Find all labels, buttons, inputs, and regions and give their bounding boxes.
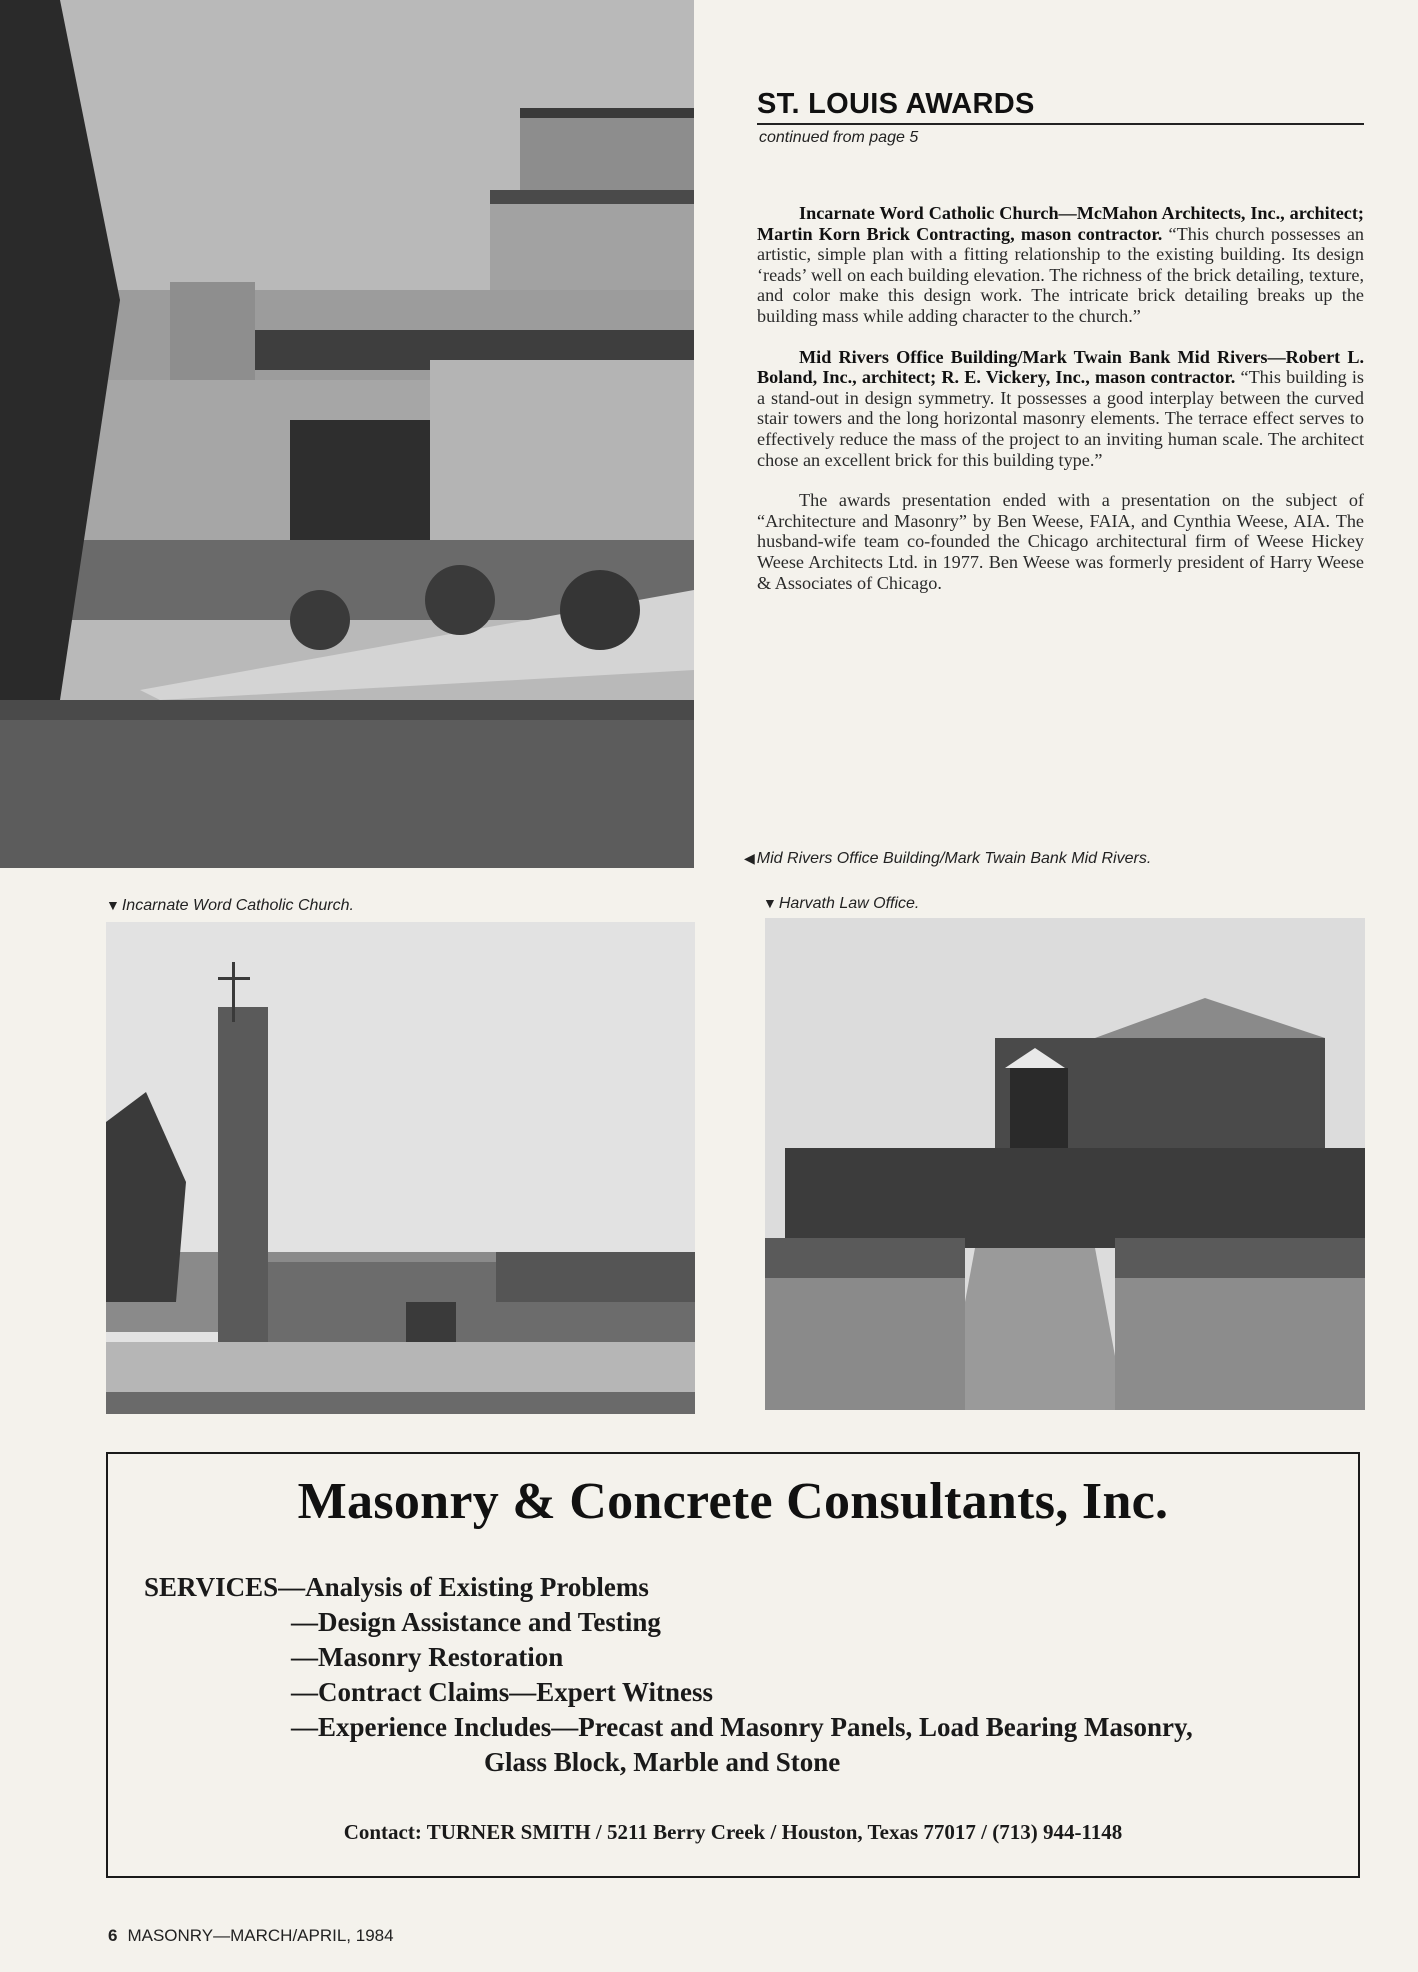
article-paragraph-1 [757, 203, 1364, 327]
award-quote-2: “This building is a stand-out in design symmetry. It possesses a good interplay between the curved stair towers and the long horizontal masonry elements. The terrace effect serves to effectively reduce the mass of the project to an inviting human scale. The architect chose an excellent brick for this building type.” [757, 367, 1364, 470]
continued-note: continued from page 5 [759, 129, 919, 146]
article-paragraph-3: The awards presentation ended with a presentation on the subject of “Architecture and Masonry” by Ben Weese, FAIA, and Cynthia Weese, AIA. The husband-wife team co-founded the Chicago architectural firm of Weese Hickey Weese Architects Ltd. in 1977. Ben Weese was formerly president of Harry Weese & Associates of Chicago. [757, 490, 1364, 593]
ad-service-line-5: —Experience Includes—Precast and Masonry Panels, Load Bearing Masonry, [291, 1712, 1193, 1742]
ad-service-line-3: —Masonry Restoration [291, 1642, 564, 1672]
ad-service-line-2: —Design Assistance and Testing [291, 1607, 661, 1637]
caption-incarnate-text: Incarnate Word Catholic Church. [121, 897, 354, 914]
award-heading-2: Mid Rivers Office Building/Mark Twain Bank Mid Rivers—Robert L. Boland, Inc., architect; R. E. Vickery, Inc., mason contractor. [757, 346, 1364, 388]
ad-service-line-6: Glass Block, Marble and Stone [484, 1747, 841, 1777]
title-rule [757, 123, 1364, 125]
harvath-law-office-photo [765, 918, 1365, 1410]
publication-info: MASONRY—MARCH/APRIL, 1984 [127, 1926, 394, 1945]
caption-harvath [763, 895, 919, 913]
ad-service-line-4: —Contract Claims—Expert Witness [291, 1677, 713, 1707]
caption-mid-rivers [744, 850, 1151, 868]
mid-rivers-photo [0, 0, 694, 868]
article-paragraph-2 [757, 347, 1364, 471]
award-quote-1: “This church possesses an artistic, simple plan with a fitting relationship to the existing building. Its design ‘reads’ well on each building elevation. The richness of the brick detailing, texture, and color make this design work. The intricate brick detailing breaks up the building mass while adding character to the church.” [757, 223, 1364, 326]
page-number: 6 [108, 1926, 118, 1945]
caption-mid-rivers-text: Mid Rivers Office Building/Mark Twain Bank Mid Rivers. [756, 850, 1152, 867]
incarnate-church-photo [106, 922, 695, 1414]
award-heading-1: Incarnate Word Catholic Church—McMahon Architects, Inc., architect; Martin Korn Brick Contracting, mason contractor. [757, 203, 1364, 244]
article-body [757, 203, 1364, 613]
down-triangle-icon: ▼ [106, 897, 120, 913]
ad-company-name: Masonry & Concrete Consultants, Inc. [297, 1473, 1169, 1530]
section-title: ST. LOUIS AWARDS [757, 88, 1035, 120]
down-triangle-icon: ▼ [763, 895, 777, 911]
caption-harvath-text: Harvath Law Office. [778, 895, 920, 912]
left-triangle-icon: ◀ [744, 850, 755, 866]
ad-contact: Contact: TURNER SMITH / 5211 Berry Creek / Houston, Texas 77017 / (713) 944-1148 [343, 1820, 1123, 1844]
ad-service-line-1: SERVICES—Analysis of Existing Problems [144, 1572, 649, 1602]
caption-incarnate [106, 897, 354, 915]
page-footer [108, 1926, 394, 1946]
